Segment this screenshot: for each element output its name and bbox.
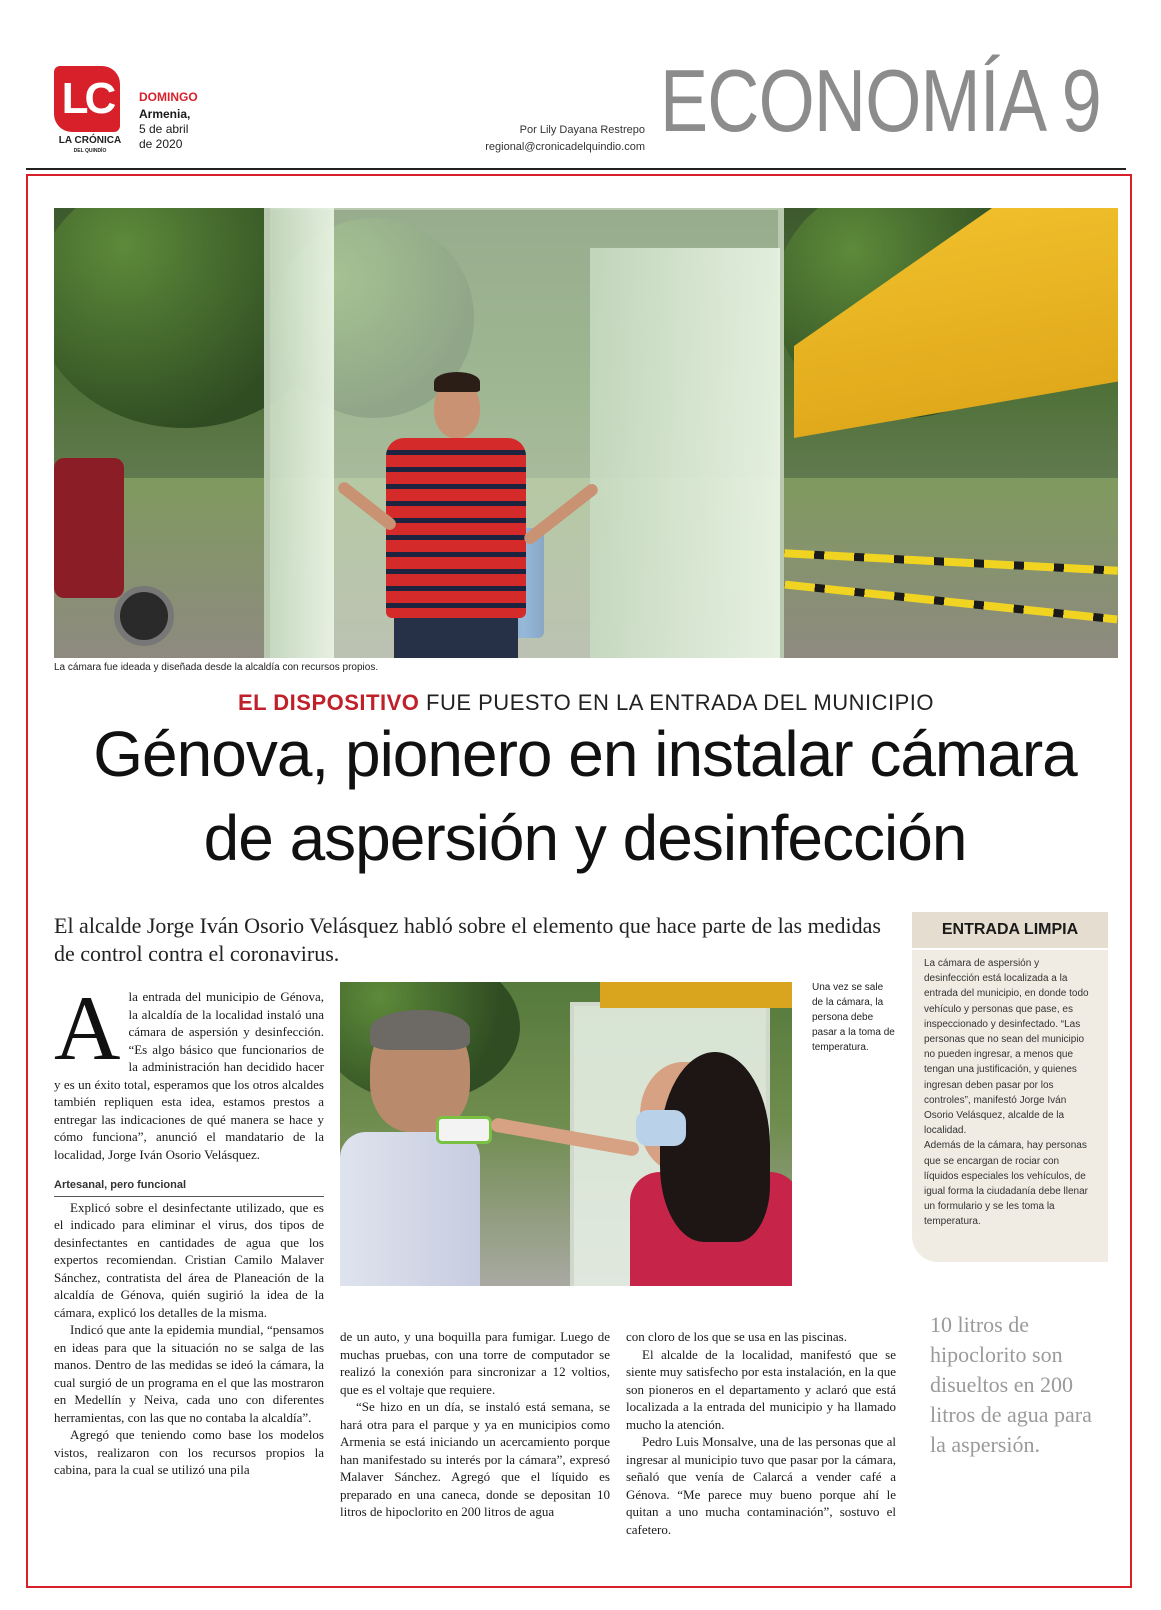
column1-paragraph-1: la entrada del municipio de Génova, la alcaldía de la localidad instaló una cámara de aspersión y desinfección. “Es algo básico que funcionarios de la administración han decidido hacer y es un éxito total, esperamos que los otros alcaldes también repliquen esta idea, estamos prestos a entregar las indicaciones de qué manera se hace y cómo funciona”, anunció el mandatario de la localidad, Jorge Iván Osorio Velásquez. [54,989,324,1162]
logo-name: LA CRÓNICA [58,135,122,146]
issue-city: Armenia, [139,107,191,121]
kicker-text: FUE PUESTO EN LA ENTRADA DEL MUNICIPIO [426,690,935,715]
issue-day: DOMINGO [139,90,198,104]
column2-paragraph-2: “Se hizo en un día, se instaló está semana, se hará otra para el parque y ya en municipios como Armenia se está iniciando un acercamiento porque han manifestado su interés por la cámara”, expresó Malaver Sánchez. Agregó que el líquido es preparado en una caneca, donde se depositan 10 litros de hipoclorito en 200 litros de agua [340,1399,610,1519]
secondary-photo-caption: Una vez se sale de la cámara, la persona debe pasar a la toma de temperatura. [812,982,895,1053]
byline-author: Por Lily Dayana Restrepo [519,124,645,136]
sidebar-paragraph-1: La cámara de aspersión y desinfección está localizada a la entrada del municipio, en donde todo vehículo y personas que pase, es inspeccionado y desinfectado. “Las personas que no sean del municipio no pueden ingresar, a menos que tengan una justificación, y quienes ingresan deben pasar por los controles”, manifestó Jorge Iván Osorio Velásquez, alcalde de la localidad. [924,958,1089,1137]
secondary-photo [340,982,792,1286]
column1-paragraph-2: Explicó sobre el desinfectante utilizado, que es el indicado para eliminar el virus, dos tipos de desinfectantes en cantidades de agua que los expertos recomiendan. Cristian Camilo Malaver Sánchez, contratista del área de Planeación de la alcaldía de Génova, quién sugirió la idea de la cámara, explicó los detalles de la misma. [54,1199,324,1320]
thermometer-icon [436,1116,492,1144]
header-rule [26,168,1126,170]
article-subhead: Artesanal, pero funcional [54,1177,324,1197]
photo2-face-mask [636,1110,686,1146]
column1-paragraph-3: Indicó que ante la epidemia mundial, “pensamos en ideas para que la situación no se salga de las manos. Dentro de las medidas se ideó la cámara, la cual surgió de un programa en el que las mostraron en Medellín y Neiva, cada uno con diferentes herramientas, con las que no contaba la alcaldía”. [54,1322,324,1425]
photo-man-pants [394,618,518,658]
column3-paragraph-1: con cloro de los que se usa en las piscinas. [626,1329,847,1344]
photo-car [54,458,124,598]
issue-date-line1: 5 de abril [139,122,189,136]
issue-date-line2: de 2020 [139,137,183,151]
article-column-3 [626,1328,896,1538]
pull-quote: 10 litros de hipoclorito son disueltos en 200 litros de agua para la aspersión. [930,1312,1092,1457]
kicker-highlight: EL DISPOSITIVO [237,690,420,715]
photo-booth-panel-right [590,248,780,658]
photo2-tent-edge [600,982,792,1008]
sidebar-box [912,950,1108,1262]
byline-email[interactable]: regional@cronicadelquindio.com [485,141,645,153]
headline-line-1: Génova, pionero en instalar cámara [93,718,1077,790]
column1-paragraph-4: Agregó que teniendo como base los modelos vistos, realizaron con los recursos propios la cabina, para la cual se utilizó una pila [54,1427,324,1477]
headline-line-2: de aspersión y desinfección [203,802,967,874]
article-headline [40,712,1130,880]
column3-paragraph-2: El alcalde de la localidad, manifestó que se siente muy satisfecho por esta instalación, en la que son pioneros en el departamento y aclaró que está localizada a la entrada del municipio y ha llamado mucho la atención. [626,1346,896,1432]
logo-subtitle: DEL QUINDÍO [73,148,107,154]
sidebar-title: ENTRADA LIMPIA [912,912,1108,948]
column3-paragraph-3: Pedro Luis Monsalve, una de las personas que al ingresar al municipio tuvo que pasar por la cámara, señaló que venía de Calarcá a vender café a Génova. “Me parece muy bueno porque ahí le quitan a uno mucha contaminación”, sostuvo el cafetero. [626,1434,896,1537]
photo-booth-panel-left [270,208,334,658]
article-deck: El alcalde Jorge Iván Osorio Velásquez habló sobre el elemento que hace parte de las medidas de control contra el coronavirus. [54,913,881,966]
section-title: ECONOMÍA 9 [660,51,1101,150]
photo2-nurse-hair [660,1052,770,1242]
article-column-1 [54,977,324,1479]
main-photo-caption: La cámara fue ideada y diseñada desde la alcaldía con recursos propios. [54,662,379,673]
photo-man-shirt [386,438,526,618]
logo: LC [54,66,120,132]
photo2-man-hair [370,1010,470,1050]
article-column-2 [340,1328,610,1521]
photo-man-hair [434,372,480,392]
main-photo [54,208,1118,658]
drop-cap: A [54,977,121,1079]
photo2-man-shirt [340,1132,480,1286]
photo-wheel [114,586,174,646]
sidebar-paragraph-2: Además de la cámara, hay personas que se encargan de rociar con líquidos especiales los vehículos, de igual forma la ciudadanía debe llenar un formulario y se les toma la temperatura. [924,1140,1088,1228]
column2-paragraph-1: de un auto, y una boquilla para fumigar. Luego de muchas pruebas, con una torre de computador se realizó la conexión para sincronizar a 12 voltios, que es el voltaje que requiere. [340,1329,610,1397]
